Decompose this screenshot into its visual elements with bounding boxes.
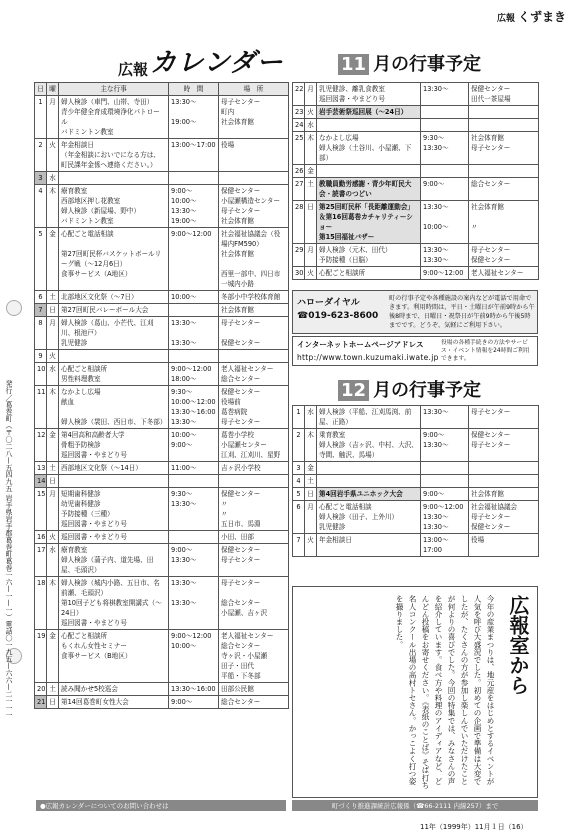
- weekday-cell: 月: [47, 488, 59, 531]
- place-cell: 老人福祉センター 総合センター 寺ヶ沢・小屋瀬 田子・田代 平船・下冬部: [219, 630, 289, 683]
- place-cell: 吉ヶ沢小学校: [219, 462, 289, 475]
- header-prefix: 広報: [496, 14, 515, 24]
- day-cell: 2: [293, 429, 305, 462]
- table-row: [35, 630, 289, 683]
- time-cell: 9:00～ 10:00～ 13:30～ 19:00～: [169, 185, 219, 228]
- time-cell: 13:00～17:00: [169, 139, 219, 172]
- table-row: [35, 696, 289, 709]
- publisher-info: 発行／葛巻町（〒〇二八—五四九五 岩手県岩手郡葛巻町葛巻一六—一—一）電話〇一九五—六六—二一一一: [5, 380, 13, 719]
- internet-url[interactable]: http://www.town.kuzumaki.iwate.jp: [297, 353, 439, 362]
- table-row: [293, 132, 539, 165]
- weekday-cell: 木: [47, 185, 59, 228]
- day-cell: 17: [35, 544, 47, 577]
- hello-dial-box: [292, 290, 538, 334]
- place-cell: 保健センター 小屋瀬構造センター 母子センター 社会体育館: [219, 185, 289, 228]
- day-cell: 26: [293, 165, 305, 178]
- time-cell: 13:30～ 13:30～: [169, 317, 219, 350]
- place-cell: 総合センター: [469, 178, 539, 201]
- table-row: [293, 201, 539, 244]
- calendar-title-big: カレンダー: [150, 48, 284, 78]
- place-cell: 保健センター 母子センター: [219, 544, 289, 577]
- table-row: [35, 291, 289, 304]
- time-cell: 9:00～ 13:30～: [169, 544, 219, 577]
- table-row: [35, 488, 289, 531]
- time-cell: 9:00～: [421, 488, 469, 501]
- weekday-cell: 土: [47, 462, 59, 475]
- day-cell: 24: [293, 119, 305, 132]
- time-cell: [169, 531, 219, 544]
- day-cell: 9: [35, 350, 47, 363]
- place-cell: 役場: [219, 139, 289, 172]
- page-footer: 11年（1999年）11月１日（16）: [420, 823, 528, 831]
- place-cell: 母子センター 町内 社会体育館: [219, 96, 289, 139]
- place-cell: [219, 172, 289, 185]
- place-cell: [469, 462, 539, 475]
- time-cell: 13:00～17:00: [421, 534, 469, 557]
- day-cell: 1: [293, 406, 305, 429]
- place-cell: [469, 475, 539, 488]
- event-cell: 岩手芸術祭巡回展（～24日）: [317, 106, 421, 119]
- table-row: [293, 119, 539, 132]
- column-body: 今年の産業まつりは、地元産をはじめとするイベントが人気を呼び大盛況でした。初めての企画で準備は大変でしたが、たくさんの方が参加し楽しんでいただけたことが何よりの喜びでした。今回の特集では、みなさんの声を紹介しています。食べ方や料理のアイディアなど、どんどん投稿をお寄せください。《表紙のことば》そば打ち名人コンクール出場の高村トセさん。かっこよく打つ姿を撮りました。: [395, 595, 495, 789]
- event-cell: 読み聞かせ5校巡会: [59, 683, 169, 696]
- weekday-cell: 金: [47, 429, 59, 462]
- table-header-cell: 場 所: [219, 83, 289, 96]
- table-row: [35, 386, 289, 429]
- place-cell: 社会体育館 〃: [469, 201, 539, 244]
- event-cell: 年金相談日 （年金相談においでになる方は、町民課年金係へ連絡ください。）: [59, 139, 169, 172]
- weekday-cell: 火: [305, 106, 317, 119]
- time-cell: 13:30～: [421, 83, 469, 106]
- place-cell: 社会福祉協議会（役場内FM590） 社会体育館 西里一部中、四日市一城内小路: [219, 228, 289, 291]
- time-cell: 9:00～12:00 13:30～ 13:30～: [421, 501, 469, 534]
- time-cell: 11:00～: [169, 462, 219, 475]
- table-row: [293, 165, 539, 178]
- time-cell: 13:30～16:00: [169, 683, 219, 696]
- weekday-cell: 水: [47, 363, 59, 386]
- event-cell: 心配ごと電話相談 婦人検診（田子、上外川） 乳児健診: [317, 501, 421, 534]
- place-cell: 母子センター 総合センター 小屋瀬、吉ヶ沢: [219, 577, 289, 630]
- weekday-cell: 金: [47, 630, 59, 683]
- table-row: [35, 96, 289, 139]
- day-cell: 25: [293, 132, 305, 165]
- day-cell: 20: [35, 683, 47, 696]
- day-cell: 22: [293, 83, 305, 106]
- event-cell: 第4回岩手県ユニホック大会: [317, 488, 421, 501]
- hello-dial-tel: ☎019-623-8600: [297, 311, 379, 321]
- place-cell: [469, 165, 539, 178]
- table-row: [293, 429, 539, 462]
- day-cell: 28: [293, 201, 305, 244]
- weekday-cell: 木: [305, 132, 317, 165]
- event-cell: 北部地区文化祭（～7日）: [59, 291, 169, 304]
- day-cell: 27: [293, 178, 305, 201]
- day-cell: 16: [35, 531, 47, 544]
- table-row: [35, 363, 289, 386]
- table-row: [293, 406, 539, 429]
- table-row: [293, 488, 539, 501]
- weekday-cell: 月: [47, 96, 59, 139]
- table-row: [35, 317, 289, 350]
- table-row: [35, 304, 289, 317]
- weekday-cell: 金: [305, 462, 317, 475]
- time-cell: 9:00～ 13:30～: [421, 429, 469, 462]
- time-cell: [421, 106, 469, 119]
- place-cell: 冬部小中学校体育館: [219, 291, 289, 304]
- day-cell: 10: [35, 363, 47, 386]
- day-cell: 30: [293, 267, 305, 280]
- event-cell: 教職員勤労感謝・青少年町民大会・読書のつどい: [317, 178, 421, 201]
- place-cell: [469, 106, 539, 119]
- weekday-cell: 火: [47, 139, 59, 172]
- page-header: [497, 8, 566, 25]
- place-cell: 保健センター 役場前 葛巻病院 母子センター: [219, 386, 289, 429]
- weekday-cell: 水: [305, 406, 317, 429]
- weekday-cell: 火: [305, 267, 317, 280]
- event-cell: 乗育教室 婦人検診（吉ヶ沢、中村、大沢、寺間、触沢、馬場）: [317, 429, 421, 462]
- time-cell: 13:30～ 13:30～: [421, 244, 469, 267]
- event-cell: 心配ごと相談所 男性料理教室: [59, 363, 169, 386]
- time-cell: 10:00～: [169, 291, 219, 304]
- event-cell: [317, 165, 421, 178]
- hello-dial-text: 町の行事予定や各種施設の案内などが電話で用命できます。利用時間は、平日・土曜日が午前9時から午後8時まで、日曜日・祝祭日が午前9時から午後5時までです。どうぞ、気軽にご利用下さい。: [389, 295, 535, 329]
- event-cell: 心配ごと相談所: [317, 267, 421, 280]
- time-cell: [169, 475, 219, 488]
- table-row: [35, 429, 289, 462]
- december-title: 月の行事予定: [373, 380, 482, 401]
- table-row: [35, 475, 289, 488]
- event-cell: 第4回高和高齢者大学 骨粗予防検診 巡回図書・やまどり号: [59, 429, 169, 462]
- day-cell: 8: [35, 317, 47, 350]
- place-cell: 総合センター: [219, 696, 289, 709]
- table-row: [35, 228, 289, 291]
- place-cell: 母子センター 保健センター: [219, 317, 289, 350]
- weekday-cell: 金: [305, 165, 317, 178]
- weekday-cell: 月: [305, 244, 317, 267]
- weekday-cell: 日: [47, 304, 59, 317]
- column-contact: 町づくり推進課統計広報係（☎66-2111 内線257）まで: [292, 800, 538, 811]
- calendar-title: [118, 42, 284, 80]
- day-cell: 4: [293, 475, 305, 488]
- event-cell: 巡回図書・やまどり号: [59, 531, 169, 544]
- event-cell: 乳児健診、離乳食教室 巡回図書・やまどり号: [317, 83, 421, 106]
- event-cell: 婦人検診（平船、江刈馬渕、前屋、正路）: [317, 406, 421, 429]
- time-cell: [421, 462, 469, 475]
- december-heading: [338, 376, 481, 402]
- day-cell: 18: [35, 577, 47, 630]
- table-row: [35, 462, 289, 475]
- column-title: 広報室から: [506, 595, 530, 695]
- time-cell: [421, 475, 469, 488]
- day-cell: 12: [35, 429, 47, 462]
- weekday-cell: 土: [47, 291, 59, 304]
- event-cell: 年金相談日: [317, 534, 421, 557]
- weekday-cell: 月: [305, 83, 317, 106]
- place-cell: 保健センター 母子センター: [469, 429, 539, 462]
- internet-box: [292, 336, 538, 366]
- place-cell: 社会体育館: [469, 488, 539, 501]
- place-cell: [219, 350, 289, 363]
- time-cell: 9:00～: [169, 696, 219, 709]
- november-number: 11: [338, 54, 369, 75]
- day-cell: 29: [293, 244, 305, 267]
- event-cell: 心配ごと相談所 もくれん女性セミナー 食事サービス（B地区）: [59, 630, 169, 683]
- internet-label: インターネットホームページアドレス: [297, 340, 424, 349]
- event-cell: [317, 475, 421, 488]
- event-cell: 第27回町民バレーボール大会: [59, 304, 169, 317]
- event-cell: なかよし広場 婦人検診（土谷川、小屋瀬、下部）: [317, 132, 421, 165]
- time-cell: 9:00～: [421, 178, 469, 201]
- event-cell: 婦人検診（葛山、小芒代、江刈川、根池戸） 乳児健診: [59, 317, 169, 350]
- table-row: [293, 501, 539, 534]
- day-cell: 6: [293, 501, 305, 534]
- place-cell: 母子センター 保健センター: [469, 244, 539, 267]
- table-row: [293, 178, 539, 201]
- day-cell: 3: [293, 462, 305, 475]
- event-cell: 西部地区文化祭（～14日）: [59, 462, 169, 475]
- table-row: [35, 139, 289, 172]
- day-cell: 6: [35, 291, 47, 304]
- event-cell: なかよし広場 献血 婦人検診（袰田、西日市、下冬部）: [59, 386, 169, 429]
- weekday-cell: 日: [305, 201, 317, 244]
- place-cell: [469, 119, 539, 132]
- weekday-cell: 月: [47, 317, 59, 350]
- weekday-cell: 木: [47, 386, 59, 429]
- time-cell: 9:00～12:00 18:00～: [169, 363, 219, 386]
- town-logo: くずまき: [517, 10, 566, 24]
- november-table: [292, 82, 538, 280]
- day-cell: 21: [35, 696, 47, 709]
- weekday-cell: 土: [47, 683, 59, 696]
- place-cell: 社会福祉協議会 母子センター 保健センター: [469, 501, 539, 534]
- table-header-cell: 時 間: [169, 83, 219, 96]
- time-cell: [421, 165, 469, 178]
- time-cell: 9:30～ 13:30～: [169, 488, 219, 531]
- table-row: [35, 172, 289, 185]
- place-cell: 社会体育館: [219, 304, 289, 317]
- day-cell: 15: [35, 488, 47, 531]
- time-cell: [169, 172, 219, 185]
- december-table: [292, 405, 538, 557]
- place-cell: 小田、田部: [219, 531, 289, 544]
- weekday-cell: 水: [305, 119, 317, 132]
- event-cell: 婦人検診（車門、山帯、寺田） 青少年健全育成環境浄化パトロール バドミントン教室: [59, 96, 169, 139]
- calendar-table-left: [34, 82, 288, 709]
- table-row: [293, 106, 539, 119]
- day-cell: 13: [35, 462, 47, 475]
- time-cell: 9:00～12:00 10:00～: [169, 630, 219, 683]
- weekday-cell: 金: [47, 228, 59, 291]
- place-cell: 老人福祉センター: [469, 267, 539, 280]
- table-row: [35, 577, 289, 630]
- weekday-cell: 火: [305, 534, 317, 557]
- day-cell: 7: [293, 534, 305, 557]
- time-cell: 13:30～ 13:30～: [169, 577, 219, 630]
- time-cell: [169, 304, 219, 317]
- event-cell: 第25回町民杯「長距離運動会」 ＆第16回葛巻カチャリティーショー 第15回福祉バザー: [317, 201, 421, 244]
- event-cell: [59, 350, 169, 363]
- place-cell: 役場: [469, 534, 539, 557]
- weekday-cell: 火: [47, 531, 59, 544]
- place-cell: 保健センター 田代一茶屋場: [469, 83, 539, 106]
- time-cell: 9:00～12:00: [421, 267, 469, 280]
- weekday-cell: 日: [47, 475, 59, 488]
- calendar-title-small: 広報: [118, 60, 149, 79]
- hello-dial-label: ハローダイヤル: [297, 298, 360, 308]
- event-cell: 短期歯科健診 幼児歯科健診 予防接種（三種） 巡回図書・やまどり号: [59, 488, 169, 531]
- event-cell: 婦人検診（元木、田代） 予防接種（日脳）: [317, 244, 421, 267]
- weekday-cell: 木: [305, 429, 317, 462]
- table-row: [35, 544, 289, 577]
- time-cell: 9:30～ 10:00～12:00 13:30～16:00 13:30～: [169, 386, 219, 429]
- event-cell: [317, 119, 421, 132]
- table-row: [35, 350, 289, 363]
- event-cell: 婦人検診（城内小路、五日市、名前瀬、毛頭沢） 第10回子ども将棋教室開講式（～24日） 巡回図書・やまどり号: [59, 577, 169, 630]
- place-cell: 母子センター: [469, 406, 539, 429]
- weekday-cell: 日: [47, 696, 59, 709]
- binder-hole: [6, 300, 22, 316]
- calendar-footnote: ●広報カレンダーについてのお問い合わせは: [36, 800, 286, 811]
- place-cell: [219, 475, 289, 488]
- december-number: 12: [338, 380, 369, 401]
- event-cell: [59, 475, 169, 488]
- table-row: [35, 683, 289, 696]
- table-header-cell: 日: [35, 83, 47, 96]
- day-cell: 1: [35, 96, 47, 139]
- day-cell: 4: [35, 185, 47, 228]
- place-cell: 社会体育館 母子センター: [469, 132, 539, 165]
- weekday-cell: 土: [305, 178, 317, 201]
- column-box: [292, 586, 538, 798]
- event-cell: 心配ごと電話相談 第27回町民杯バスケットボールリーグ戦（～12月6日） 食事サービス（A地区）: [59, 228, 169, 291]
- event-cell: [59, 172, 169, 185]
- event-cell: 療育教室 西部地区押し花教室 婦人検診（新屋場、野中） バドミントン教室: [59, 185, 169, 228]
- day-cell: 7: [35, 304, 47, 317]
- place-cell: 田部公民館: [219, 683, 289, 696]
- day-cell: 23: [293, 106, 305, 119]
- event-cell: 第14回葛巻町女性大会: [59, 696, 169, 709]
- day-cell: 14: [35, 475, 47, 488]
- day-cell: 19: [35, 630, 47, 683]
- time-cell: [169, 350, 219, 363]
- place-cell: 葛巻小学校 小屋瀬センター 江刈、江刈川、星野: [219, 429, 289, 462]
- table-row: [35, 185, 289, 228]
- time-cell: 13:30～ 19:00～: [169, 96, 219, 139]
- weekday-cell: 水: [47, 544, 59, 577]
- internet-text: 役場の各種手続きの方法やサービス・イベント情報を24時間ご利用できます。: [441, 340, 530, 362]
- day-cell: 5: [293, 488, 305, 501]
- time-cell: 13:30～ 10:00～: [421, 201, 469, 244]
- day-cell: 2: [35, 139, 47, 172]
- time-cell: 13:30～: [421, 406, 469, 429]
- day-cell: 5: [35, 228, 47, 291]
- table-header-cell: 曜: [47, 83, 59, 96]
- weekday-cell: 月: [305, 501, 317, 534]
- table-row: [293, 534, 539, 557]
- time-cell: 9:00～12:00: [169, 228, 219, 291]
- event-cell: [317, 462, 421, 475]
- time-cell: [421, 119, 469, 132]
- weekday-cell: 土: [305, 475, 317, 488]
- weekday-cell: 木: [47, 577, 59, 630]
- place-cell: 老人福祉センター 総合センター: [219, 363, 289, 386]
- table-row: [293, 475, 539, 488]
- day-cell: 11: [35, 386, 47, 429]
- weekday-cell: 火: [47, 350, 59, 363]
- table-row: [293, 462, 539, 475]
- weekday-cell: 水: [47, 172, 59, 185]
- november-title: 月の行事予定: [373, 54, 482, 75]
- place-cell: 保健センター 〃 〃 五日市、馬淵: [219, 488, 289, 531]
- table-row: [293, 83, 539, 106]
- weekday-cell: 日: [305, 488, 317, 501]
- table-row: [35, 531, 289, 544]
- table-row: [293, 244, 539, 267]
- time-cell: 10:00～ 9:00～: [169, 429, 219, 462]
- day-cell: 3: [35, 172, 47, 185]
- table-header-cell: 主な行事: [59, 83, 169, 96]
- event-cell: 療育教室 婦人検診（蒲子内、道先場、田屋、毛頭沢）: [59, 544, 169, 577]
- november-heading: [338, 50, 481, 76]
- table-row: [293, 267, 539, 280]
- time-cell: 9:30～ 13:30～: [421, 132, 469, 165]
